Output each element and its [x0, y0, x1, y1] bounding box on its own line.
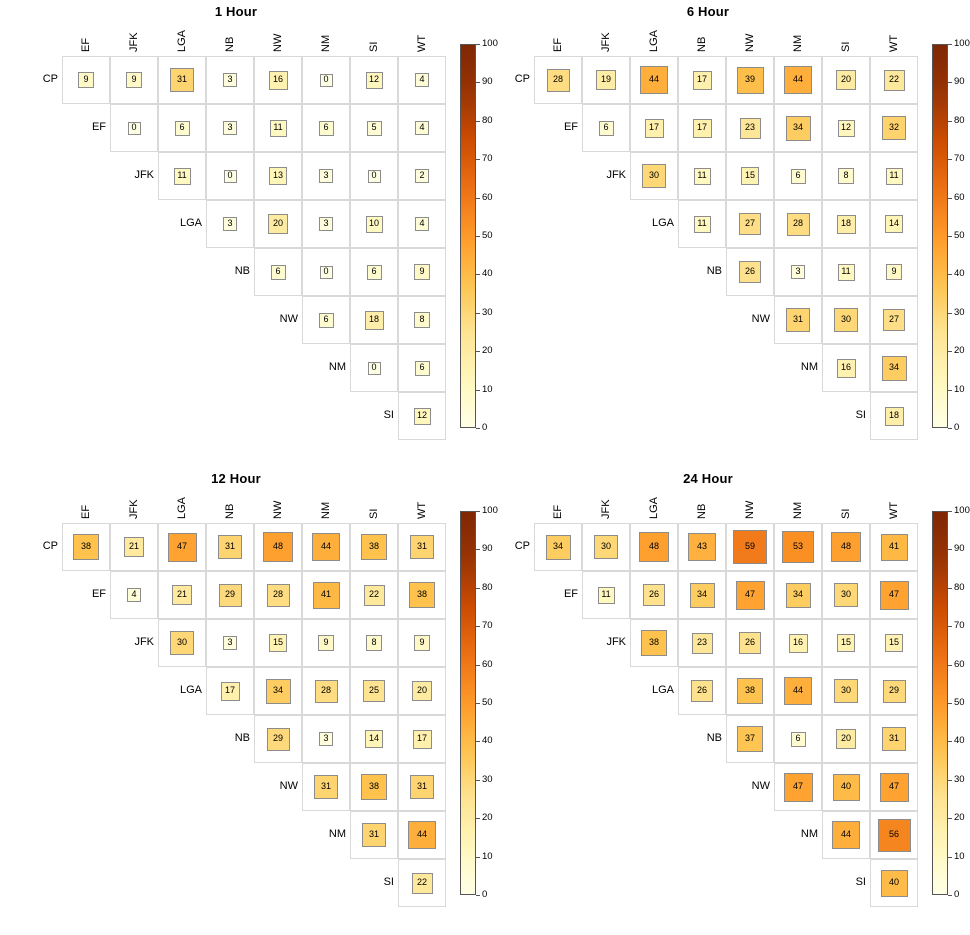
cell-value: 40	[888, 877, 899, 887]
cell-value: 11	[889, 170, 899, 180]
column-label: NM	[320, 34, 332, 52]
cell-value: 6	[179, 122, 185, 132]
column-label: WT	[888, 34, 900, 52]
row-label: LGA	[651, 217, 674, 229]
row-label: JFK	[134, 636, 154, 648]
row-label: NM	[328, 361, 346, 373]
row-label: NB	[234, 265, 250, 277]
cell-value: 38	[648, 637, 659, 647]
cell-value: 11	[177, 170, 187, 180]
cell-value: 0	[371, 362, 377, 372]
legend-tick-label: 10	[482, 850, 493, 862]
column-label: SI	[368, 508, 380, 519]
legend-tick	[948, 626, 952, 627]
row-label: NM	[328, 828, 346, 840]
legend-tick-label: 90	[482, 76, 493, 88]
cell-value: 3	[227, 74, 233, 84]
cell-value: 34	[888, 362, 899, 372]
cell-value: 22	[416, 877, 427, 887]
legend-tick-label: 10	[954, 383, 965, 395]
cell-value: 15	[888, 637, 899, 647]
cell-value: 28	[272, 589, 283, 599]
row-label: SI	[855, 876, 866, 888]
column-label: JFK	[600, 499, 612, 519]
cell-value: 34	[792, 589, 803, 599]
cell-value: 0	[131, 122, 137, 132]
cell-value: 6	[371, 266, 377, 276]
legend-tick-label: 0	[482, 889, 488, 900]
row-label: JFK	[606, 169, 626, 181]
cell-value: 29	[272, 733, 283, 743]
legend-tick-label: 80	[482, 581, 493, 593]
legend-tick-label: 40	[482, 268, 493, 280]
legend-tick	[948, 351, 952, 352]
cell-value: 3	[227, 637, 233, 647]
row-label: JFK	[134, 169, 154, 181]
cell-value: 20	[272, 218, 283, 228]
legend-tick-label: 70	[954, 620, 965, 632]
cell-value: 31	[416, 541, 427, 551]
legend-tick	[948, 511, 952, 512]
legend-tick-label: 0	[482, 422, 488, 433]
legend-tick	[948, 82, 952, 83]
cell-value: 31	[888, 733, 899, 743]
cell-value: 4	[131, 589, 137, 599]
cell-value: 17	[696, 74, 707, 84]
cell-value: 34	[272, 685, 283, 695]
row-label: NW	[279, 313, 298, 325]
row-label: LGA	[179, 684, 202, 696]
cell-value: 30	[648, 170, 659, 180]
cell-value: 48	[840, 541, 851, 551]
cell-value: 30	[840, 685, 851, 695]
legend-tick-label: 100	[954, 38, 970, 49]
legend-tick-label: 100	[954, 505, 970, 516]
cell-value: 31	[224, 541, 235, 551]
cell-value: 11	[841, 266, 851, 276]
legend-tick-label: 50	[482, 230, 493, 241]
cell-value: 48	[272, 541, 283, 551]
column-label: NB	[224, 503, 236, 519]
legend-tick-label: 90	[954, 76, 965, 88]
legend-tick-label: 40	[482, 735, 493, 747]
legend-tick	[948, 274, 952, 275]
cell-value: 43	[696, 541, 707, 551]
cell-value: 39	[744, 74, 755, 84]
cell-value: 47	[888, 589, 899, 599]
legend-tick-label: 20	[954, 812, 965, 824]
cell-value: 22	[888, 74, 899, 84]
row-label: JFK	[606, 636, 626, 648]
cell-value: 40	[840, 781, 851, 791]
cell-value: 44	[648, 74, 659, 84]
legend-tick-label: 90	[482, 543, 493, 555]
cell-value: 0	[323, 266, 329, 276]
row-label: NB	[706, 265, 722, 277]
cell-value: 44	[840, 829, 851, 839]
cell-value: 21	[176, 589, 187, 599]
row-label: EF	[563, 588, 578, 600]
cell-value: 30	[840, 314, 851, 324]
row-label: EF	[91, 588, 106, 600]
cell-value: 29	[888, 685, 899, 695]
cell-value: 47	[888, 781, 899, 791]
column-label: NM	[320, 501, 332, 519]
row-label: NW	[751, 313, 770, 325]
legend-tick	[948, 741, 952, 742]
column-label: NW	[272, 33, 284, 52]
cell-value: 11	[697, 218, 707, 228]
cell-value: 3	[227, 122, 233, 132]
legend-tick-label: 80	[954, 114, 965, 126]
cell-value: 31	[368, 829, 379, 839]
cell-value: 31	[416, 781, 427, 791]
legend-tick	[948, 236, 952, 237]
legend-tick-label: 70	[482, 620, 493, 632]
legend-tick-label: 20	[482, 812, 493, 824]
cell-value: 30	[176, 637, 187, 647]
cell-value: 16	[272, 74, 283, 84]
legend-tick-label: 100	[482, 505, 498, 516]
legend-tick	[948, 198, 952, 199]
cell-value: 12	[368, 74, 379, 84]
row-label: NM	[800, 361, 818, 373]
cell-value: 47	[792, 781, 803, 791]
legend-tick-label: 80	[954, 581, 965, 593]
cell-value: 6	[419, 362, 425, 372]
column-label: LGA	[176, 29, 188, 52]
column-label: LGA	[176, 496, 188, 519]
cell-value: 44	[792, 685, 803, 695]
cell-value: 2	[419, 170, 425, 180]
column-label: NW	[744, 33, 756, 52]
cell-value: 8	[371, 637, 377, 647]
cell-value: 28	[792, 218, 803, 228]
row-label: SI	[383, 876, 394, 888]
cell-value: 9	[131, 74, 137, 84]
row-label: SI	[855, 409, 866, 421]
cell-value: 9	[419, 637, 425, 647]
cell-value: 14	[888, 218, 899, 228]
cell-value: 18	[888, 410, 899, 420]
cell-value: 29	[224, 589, 235, 599]
column-label: EF	[80, 37, 92, 52]
row-label: NM	[800, 828, 818, 840]
cell-value: 9	[891, 266, 897, 276]
cell-value: 17	[696, 122, 707, 132]
cell-value: 31	[320, 781, 331, 791]
panel-title: 6 Hour	[686, 4, 730, 19]
cell-value: 44	[416, 829, 427, 839]
legend-tick	[948, 428, 952, 429]
legend-tick	[948, 818, 952, 819]
legend-tick	[948, 549, 952, 550]
row-label: CP	[514, 540, 530, 552]
cell-value: 47	[744, 589, 755, 599]
cell-value: 9	[419, 266, 425, 276]
cell-value: 6	[795, 170, 801, 180]
cell-value: 41	[888, 541, 899, 551]
cell-value: 59	[744, 541, 755, 551]
cell-value: 38	[416, 589, 427, 599]
row-label: EF	[563, 121, 578, 133]
column-label: JFK	[600, 32, 612, 52]
cell-value: 28	[552, 74, 563, 84]
column-label: NB	[696, 36, 708, 52]
cell-value: 20	[416, 685, 427, 695]
legend-tick-label: 10	[482, 383, 493, 395]
cell-value: 30	[840, 589, 851, 599]
cell-value: 6	[795, 733, 801, 743]
cell-value: 9	[323, 637, 329, 647]
row-label: LGA	[651, 684, 674, 696]
row-label: NB	[706, 732, 722, 744]
panel-title: 24 Hour	[683, 471, 733, 486]
row-label: CP	[42, 73, 58, 85]
column-label: SI	[368, 41, 380, 52]
cell-value: 38	[744, 685, 755, 695]
cell-value: 6	[323, 314, 329, 324]
legend-tick-label: 20	[482, 345, 493, 357]
cell-value: 14	[368, 733, 379, 743]
legend-tick	[948, 44, 952, 45]
cell-value: 5	[371, 122, 377, 132]
cell-value: 22	[368, 589, 379, 599]
cell-value: 23	[696, 637, 707, 647]
column-label: NM	[792, 34, 804, 52]
legend-tick-label: 60	[482, 658, 493, 670]
cell-value: 41	[320, 589, 331, 599]
cell-value: 0	[227, 170, 233, 180]
legend-tick-label: 50	[954, 230, 965, 241]
cell-value: 32	[888, 122, 899, 132]
cell-value: 11	[601, 589, 611, 599]
column-label: JFK	[128, 499, 140, 519]
cell-value: 8	[419, 314, 425, 324]
cell-value: 11	[697, 170, 707, 180]
legend-tick-label: 10	[954, 850, 965, 862]
cell-value: 30	[600, 541, 611, 551]
cell-value: 13	[272, 170, 283, 180]
legend-tick	[948, 780, 952, 781]
legend-tick-label: 90	[954, 543, 965, 555]
legend-tick	[948, 121, 952, 122]
cell-value: 15	[744, 170, 755, 180]
cell-value: 9	[83, 74, 89, 84]
row-label: NW	[279, 780, 298, 792]
legend-tick-label: 30	[482, 773, 493, 785]
column-label: NW	[744, 500, 756, 519]
cell-value: 6	[603, 122, 609, 132]
cell-value: 4	[419, 218, 425, 228]
column-label: NB	[224, 36, 236, 52]
cell-value: 26	[744, 637, 755, 647]
column-label: LGA	[648, 29, 660, 52]
row-label: CP	[514, 73, 530, 85]
legend-tick-label: 40	[954, 735, 965, 747]
column-label: LGA	[648, 496, 660, 519]
row-label: EF	[91, 121, 106, 133]
legend-tick-label: 20	[954, 345, 965, 357]
cell-value: 47	[176, 541, 187, 551]
panel-title: 12 Hour	[211, 471, 261, 486]
cell-value: 26	[696, 685, 707, 695]
column-label: SI	[840, 508, 852, 519]
cell-value: 12	[416, 410, 427, 420]
cell-value: 34	[696, 589, 707, 599]
legend-tick	[948, 703, 952, 704]
cell-value: 38	[368, 781, 379, 791]
cell-value: 31	[176, 74, 187, 84]
legend-tick-label: 40	[954, 268, 965, 280]
heatmap-panel	[0, 0, 498, 467]
cell-value: 20	[840, 74, 851, 84]
cell-value: 38	[368, 541, 379, 551]
cell-value: 3	[323, 218, 329, 228]
heatmap-panel	[472, 0, 970, 467]
row-label: NB	[234, 732, 250, 744]
cell-value: 34	[552, 541, 563, 551]
legend-tick	[948, 895, 952, 896]
cell-value: 48	[648, 541, 659, 551]
legend-tick-label: 70	[482, 153, 493, 165]
column-label: WT	[416, 34, 428, 52]
legend-tick	[948, 665, 952, 666]
row-label: LGA	[179, 217, 202, 229]
cell-value: 31	[792, 314, 803, 324]
column-label: NM	[792, 501, 804, 519]
cell-value: 38	[80, 541, 91, 551]
cell-value: 3	[323, 733, 329, 743]
column-label: EF	[80, 504, 92, 519]
cell-value: 18	[368, 314, 379, 324]
cell-value: 4	[419, 74, 425, 84]
cell-value: 23	[744, 122, 755, 132]
legend-colorbar	[932, 44, 948, 428]
column-label: NB	[696, 503, 708, 519]
cell-value: 25	[368, 685, 379, 695]
legend-tick	[948, 159, 952, 160]
cell-value: 34	[792, 122, 803, 132]
cell-value: 27	[744, 218, 755, 228]
legend-tick-label: 30	[954, 306, 965, 318]
cell-value: 3	[323, 170, 329, 180]
cell-value: 0	[371, 170, 377, 180]
legend-tick-label: 60	[482, 191, 493, 203]
legend-tick-label: 0	[954, 889, 960, 900]
legend-tick-label: 50	[482, 697, 493, 708]
cell-value: 15	[840, 637, 851, 647]
column-label: EF	[552, 37, 564, 52]
cell-value: 56	[888, 829, 899, 839]
panel-title: 1 Hour	[214, 4, 258, 19]
cell-value: 21	[128, 541, 139, 551]
cell-value: 3	[227, 218, 233, 228]
legend-tick-label: 60	[954, 658, 965, 670]
legend-tick-label: 50	[954, 697, 965, 708]
legend-tick	[948, 390, 952, 391]
heatmap-panel	[0, 467, 498, 934]
cell-value: 15	[272, 637, 283, 647]
cell-value: 17	[416, 733, 427, 743]
cell-value: 53	[792, 541, 803, 551]
cell-value: 12	[840, 122, 851, 132]
cell-value: 10	[368, 218, 379, 228]
cell-value: 11	[273, 122, 283, 132]
row-label: SI	[383, 409, 394, 421]
column-label: EF	[552, 504, 564, 519]
cell-value: 19	[600, 74, 611, 84]
legend-tick-label: 100	[482, 38, 498, 49]
legend-tick	[948, 313, 952, 314]
column-label: WT	[416, 501, 428, 519]
cell-value: 17	[224, 685, 235, 695]
row-label: CP	[42, 540, 58, 552]
cell-value: 6	[323, 122, 329, 132]
legend-tick	[948, 857, 952, 858]
legend-colorbar	[932, 511, 948, 895]
cell-value: 44	[792, 74, 803, 84]
cell-value: 0	[323, 74, 329, 84]
cell-value: 28	[320, 685, 331, 695]
legend-tick-label: 0	[954, 422, 960, 433]
cell-value: 37	[744, 733, 755, 743]
legend-tick-label: 70	[954, 153, 965, 165]
legend-tick-label: 60	[954, 191, 965, 203]
legend-tick-label: 80	[482, 114, 493, 126]
cell-value: 18	[840, 218, 851, 228]
legend-tick	[948, 588, 952, 589]
cell-value: 26	[648, 589, 659, 599]
cell-value: 17	[648, 122, 659, 132]
column-label: SI	[840, 41, 852, 52]
cell-value: 16	[792, 637, 803, 647]
cell-value: 4	[419, 122, 425, 132]
cell-value: 3	[795, 266, 801, 276]
cell-value: 44	[320, 541, 331, 551]
column-label: NW	[272, 500, 284, 519]
cell-value: 26	[744, 266, 755, 276]
legend-tick-label: 30	[482, 306, 493, 318]
cell-value: 8	[843, 170, 849, 180]
legend-tick-label: 30	[954, 773, 965, 785]
cell-value: 16	[840, 362, 851, 372]
cell-value: 6	[275, 266, 281, 276]
cell-value: 27	[888, 314, 899, 324]
cell-value: 20	[840, 733, 851, 743]
column-label: JFK	[128, 32, 140, 52]
column-label: WT	[888, 501, 900, 519]
row-label: NW	[751, 780, 770, 792]
heatmap-panel	[472, 467, 970, 934]
